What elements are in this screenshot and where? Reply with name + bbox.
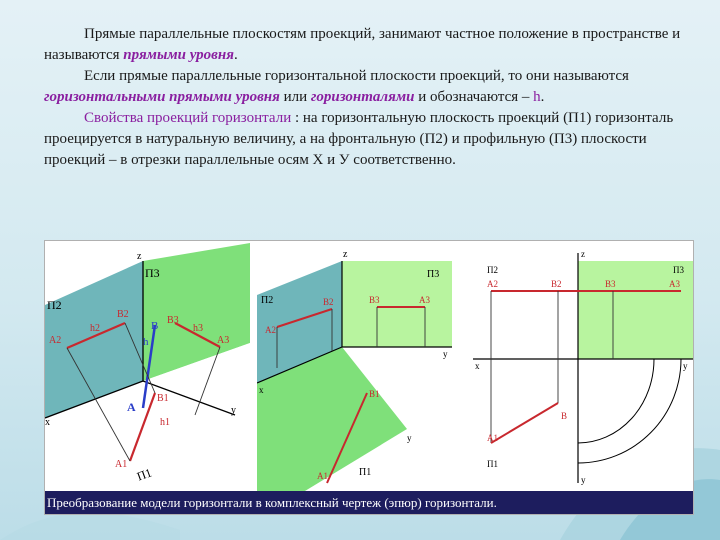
body-text bbox=[44, 24, 684, 171]
label-a1: A1 bbox=[115, 459, 128, 470]
label-b3-2: B3 bbox=[369, 295, 380, 305]
label-p2-2: П2 bbox=[261, 295, 274, 306]
term-level-lines: прямыми уровня bbox=[123, 47, 234, 63]
label-y-2: y bbox=[443, 349, 448, 359]
label-b2: B2 bbox=[117, 309, 129, 320]
label-p3-3: П3 bbox=[673, 265, 684, 275]
p2-after: и обозначаются – bbox=[414, 89, 534, 105]
label-z-3: z bbox=[581, 249, 585, 259]
label-b-3: B bbox=[561, 411, 568, 421]
label-p3-2: П3 bbox=[427, 269, 440, 280]
symbol-h: h bbox=[533, 89, 541, 105]
p2-text: Если прямые параллельные горизонтальной плоскости проекций, то они называются bbox=[84, 68, 629, 84]
p1-end: . bbox=[233, 47, 238, 63]
label-a2: A2 bbox=[49, 335, 62, 346]
label-a3-2: A3 bbox=[419, 295, 430, 305]
label-h2: h2 bbox=[90, 323, 100, 334]
label-a3-3: A3 bbox=[669, 279, 680, 289]
label-h: h bbox=[143, 336, 149, 348]
label-y: y bbox=[231, 405, 236, 416]
label-a3: A3 bbox=[217, 335, 230, 346]
label-b3: B3 bbox=[167, 315, 179, 326]
label-b1-2: B1 bbox=[369, 389, 380, 399]
profile-field bbox=[578, 261, 693, 359]
label-h3: h3 bbox=[193, 323, 203, 334]
paragraph-properties bbox=[44, 108, 684, 171]
label-b2-2: B2 bbox=[323, 297, 334, 307]
label-a1-3: A1 bbox=[487, 433, 498, 443]
label-p3: П3 bbox=[145, 266, 160, 280]
paragraph-level-lines bbox=[44, 24, 684, 66]
p1-text: Прямые параллельные плоскостям проекций, занимают частное положение в пространстве и называются bbox=[44, 26, 681, 63]
p2-mid: или bbox=[279, 89, 311, 105]
figure-caption: Преобразование модели горизонтали в комплексный чертеж (эпюр) горизонтали. bbox=[45, 491, 693, 514]
label-a1-2: A1 bbox=[317, 471, 328, 481]
empty-field bbox=[578, 359, 693, 471]
term-horizontals: горизонталями bbox=[310, 89, 415, 105]
properties-heading: Свойства проекций горизонтали bbox=[84, 110, 292, 126]
label-z-2: z bbox=[343, 249, 348, 260]
label-p2-3: П2 bbox=[487, 265, 498, 275]
figure-3d-model bbox=[45, 243, 255, 491]
label-p2: П2 bbox=[47, 298, 62, 312]
frontal-field bbox=[483, 261, 578, 359]
paragraph-horizontals bbox=[44, 66, 684, 108]
label-a: A bbox=[127, 400, 136, 414]
label-x-3: x bbox=[475, 361, 480, 371]
label-z: z bbox=[137, 251, 142, 262]
label-y-bottom-3: y bbox=[581, 475, 586, 485]
figure-unfolding bbox=[257, 243, 467, 491]
label-p1: П1 bbox=[134, 465, 154, 484]
label-b3-3: B3 bbox=[605, 279, 616, 289]
label-a2-2: A2 bbox=[265, 325, 276, 335]
label-b: B bbox=[151, 320, 159, 332]
properties-text: : на горизонтальную плоскость проекций (П1) горизонталь проецируется в натуральную величину, а на фронтальную (П2) и профильную (П3) плоскости проекций – в отрезки параллельные осям X и У соответственно. bbox=[44, 110, 674, 168]
label-b2-3: B2 bbox=[551, 279, 562, 289]
label-b1: B1 bbox=[157, 393, 169, 404]
label-p1-3: П1 bbox=[487, 459, 498, 469]
label-x: x bbox=[45, 417, 50, 428]
label-p1-2: П1 bbox=[359, 467, 372, 478]
label-a2-3: A2 bbox=[487, 279, 498, 289]
term-horizontal-lines: горизонтальными прямыми уровня bbox=[44, 89, 280, 105]
figure-epure bbox=[473, 243, 693, 491]
label-h1: h1 bbox=[160, 417, 170, 428]
p2-end: . bbox=[540, 89, 545, 105]
label-y-3: y bbox=[683, 361, 688, 371]
label-x-2: x bbox=[259, 385, 264, 395]
label-y-bottom-2: y bbox=[407, 433, 412, 443]
figure-panel bbox=[44, 240, 694, 515]
